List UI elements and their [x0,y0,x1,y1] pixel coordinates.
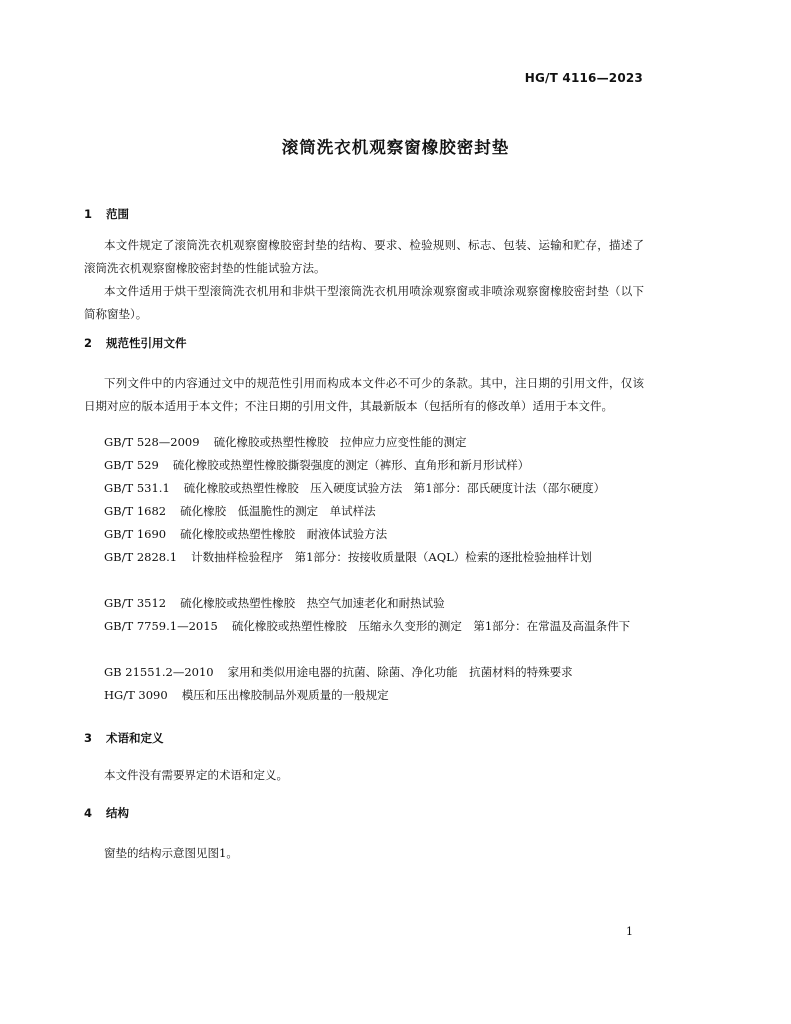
reference-item [104,454,644,477]
section-title: 规范性引用文件 [106,336,187,350]
section-number: 3 [84,731,93,745]
reference-code: GB/T 531.1 [104,481,170,495]
section-heading-structure [84,805,129,821]
reference-item [84,615,644,638]
reference-title: 硫化橡胶或热塑性橡胶 拉伸应力应变性能的测定 [213,435,467,449]
reference-code: GB/T 7759.1—2015 [104,619,218,633]
reference-title: 模压和压出橡胶制品外观质量的一般规定 [181,688,389,702]
reference-item [104,477,644,500]
standard-code: HG/T 4116—2023 [524,71,643,85]
scope-paragraph-2: 本文件适用于烘干型滚筒洗衣机用和非烘干型滚筒洗衣机用喷涂观察窗或非喷涂观察窗橡胶密封垫（以下简称窗垫）。 [84,284,644,321]
reference-code: GB 21551.2—2010 [104,665,214,679]
scope-paragraph-1: 本文件规定了滚筒洗衣机观察窗橡胶密封垫的结构、要求、检验规则、标志、包装、运输和贮存，描述了滚筒洗衣机观察窗橡胶密封垫的性能试验方法。 [84,238,644,275]
reference-title: 硫化橡胶或热塑性橡胶 压缩永久变形的测定 第1部分：在常温及高温条件下 [231,619,631,633]
reference-title: 计数抽样检验程序 第1部分：按接收质量限（AQL）检索的逐批检验抽样计划 [191,550,592,564]
reference-item [104,661,644,684]
reference-title: 硫化橡胶或热塑性橡胶 压入硬度试验方法 第1部分：邵氏硬度计法（邵尔硬度） [183,481,606,495]
section-heading-normative-references [84,335,187,351]
reference-code: GB/T 2828.1 [104,550,178,564]
reference-title: 硫化橡胶或热塑性橡胶 热空气加速老化和耐热试验 [180,596,445,610]
section-title: 范围 [106,207,129,221]
references-intro-paragraph: 下列文件中的内容通过文中的规范性引用而构成本文件必不可少的条款。其中，注日期的引用文件，仅该日期对应的版本适用于本文件；不注日期的引用文件，其最新版本（包括所有的修改单）适用于本文件。 [84,376,644,413]
structure-paragraph: 窗垫的结构示意图见图1。 [104,846,238,860]
reference-item [104,431,644,454]
reference-item [84,546,644,569]
section-title: 术语和定义 [106,731,164,745]
reference-title: 硫化橡胶或热塑性橡胶撕裂强度的测定（裤形、直角形和新月形试样） [172,458,530,472]
reference-code: GB/T 529 [104,458,159,472]
reference-title: 家用和类似用途电器的抗菌、除菌、净化功能 抗菌材料的特殊要求 [227,665,573,679]
terms-paragraph: 本文件没有需要界定的术语和定义。 [104,768,288,782]
reference-item [104,500,644,523]
section-number: 1 [84,207,93,221]
reference-code: GB/T 3512 [104,596,167,610]
section-heading-terms [84,730,164,746]
page-number: 1 [626,925,633,938]
reference-title: 硫化橡胶 低温脆性的测定 单试样法 [180,504,376,518]
reference-item [104,523,644,546]
document-title: 滚筒洗衣机观察窗橡胶密封垫 [281,138,510,157]
reference-item [104,592,644,615]
reference-code: GB/T 1690 [104,527,167,541]
reference-title: 硫化橡胶或热塑性橡胶 耐液体试验方法 [180,527,388,541]
reference-code: GB/T 1682 [104,504,167,518]
section-title: 结构 [106,806,129,820]
section-heading-scope [84,206,129,222]
reference-code: GB/T 528—2009 [104,435,200,449]
section-number: 2 [84,336,93,350]
reference-item [104,684,644,707]
reference-code: HG/T 3090 [104,688,168,702]
section-number: 4 [84,806,93,820]
